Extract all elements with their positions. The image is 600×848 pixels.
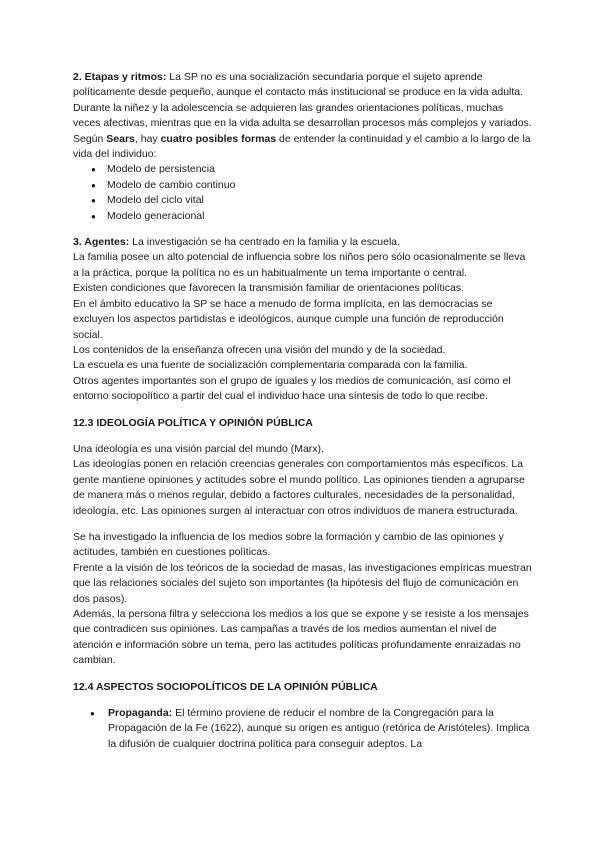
paragraph: Se ha investigado la influencia de los medios sobre la formación y cambio de las opiniones y actitudes, también en cuestiones políticas. xyxy=(73,530,504,559)
paragraph: Las ideologías ponen en relación creencias generales con comportamientos más específicos. La gente mantiene opiniones y actitudes sobre el mundo político. Las opiniones tienden a agruparse de manera más o menos regular, debido a factores culturales, necesidades de la personalidad, ideología, etc. Las opiniones surgen al interactuar con otros individuos de manera estructurada. xyxy=(73,458,525,517)
sears-bold-text: cuatro posibles formas xyxy=(160,132,277,145)
sears-text-mid: , hay xyxy=(134,132,161,145)
sears-text-post: de entender la continuidad y el cambio a lo largo de la vida del individuo: xyxy=(73,132,531,161)
paragraph: Existen condiciones que favorecen la transmisión familiar de orientaciones políticas. xyxy=(73,282,465,295)
aspects-list xyxy=(73,706,533,752)
sears-paragraph xyxy=(73,132,533,163)
list-item xyxy=(90,706,533,752)
section-heading: 12.4 ASPECTOS SOCIOPOLÍTICOS DE LA OPINIÓN PÚBLICA xyxy=(73,680,378,693)
section-agentes xyxy=(73,235,533,250)
section-heading: 12.3 IDEOLOGÍA POLÍTICA Y OPINIÓN PÚBLICA xyxy=(73,416,313,429)
list-item: ● Modelo de persistencia xyxy=(91,162,533,177)
paragraph: La escuela es una fuente de socialización complementaria comparada con la familia. xyxy=(73,359,468,372)
section-etapas-ritmos xyxy=(73,70,533,132)
paragraph: Frente a la visión de los teóricos de la sociedad de masas, las investigaciones empíricas muestran que las relaciones sociales del sujeto son importantes (la hipótesis del flujo de comunicación en dos pasos). xyxy=(73,561,532,605)
models-list xyxy=(73,162,533,224)
sears-name: Sears xyxy=(106,132,135,145)
paragraph: La familia posee un alto potencial de influencia sobre los niños pero sólo ocasionalmente se lleva a la práctica, porque la política no es un habitualmente un tema importante o central. xyxy=(73,251,526,279)
paragraph: Los contenidos de la enseñanza ofrecen una visión del mundo y de la sociedad. xyxy=(73,343,446,356)
item-text: El término proviene de reducir el nombre de la Congregación para la Propagación de la Fe (1622), aunque su origen es antiguo (retórica de Aristóteles). Implica la difusión de cualquier doctrina política para conseguir adeptos. La xyxy=(108,707,530,750)
list-item: ● Modelo de cambio continuo xyxy=(91,178,533,193)
list-item: ● Modelo del ciclo vital xyxy=(91,193,533,208)
section-text: La SP no es una socialización secundaria porque el sujeto aprende políticamente desde pequeño, aunque el contacto más institucional se produce en la vida adulta. Durante la niñez y la adolescencia se adquieren las grandes orientaciones políticas, muchas veces afectivas, mientras que en la vida adulta se desarrollan procesos más complejos y variados. xyxy=(73,71,532,130)
paragraph: En el ámbito educativo la SP se hace a menudo de forma implícita, en las democracias se excluyen los aspectos partidistas e ideológicos, aunque cumple una función de reproducción social. xyxy=(73,297,504,341)
paragraph: Otros agentes importantes son el grupo de iguales y los medios de comunicación, así como el entorno sociopolítico a partir del cual el individuo hace una síntesis de todo lo que recibe. xyxy=(73,374,511,403)
paragraph: Una ideología es una visión parcial del mundo (Marx). xyxy=(73,442,324,455)
item-label: Propaganda: xyxy=(108,707,173,720)
section-label: 2. Etapas y ritmos: xyxy=(73,71,167,83)
paragraph: Además, la persona filtra y selecciona los medios a los que se expone y se resiste a los mensajes que contradicen sus opiniones. Las campañas a través de los medios aumentan el nivel de atención e información sobre un tema, pero las actitudes políticas profundamente enraizadas no cambian. xyxy=(73,608,529,667)
document-page xyxy=(73,70,533,752)
section-label: 3. Agentes: xyxy=(73,236,130,249)
list-item: ● Modelo generacional xyxy=(91,209,533,224)
sears-text-pre: Según xyxy=(73,132,107,145)
section-text: La investigación se ha centrado en la familia y la escuela. xyxy=(129,236,401,249)
